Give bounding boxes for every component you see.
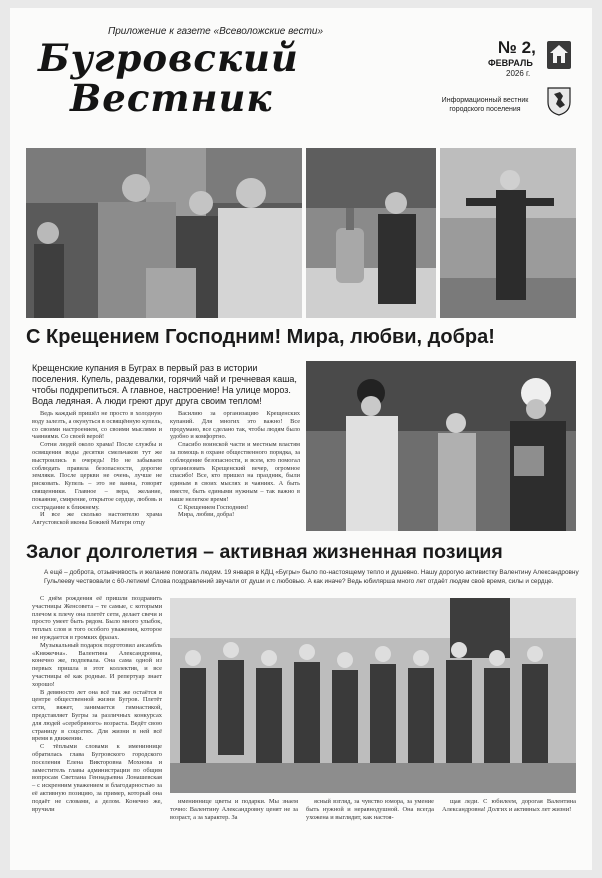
article2-bottom-col2 [306,798,434,821]
article1-col2-para: С Крещением Господним! [178,503,249,511]
article1-column2 [170,410,300,519]
article1-col1-para: Сотни людей около храма! После службы и освящения воды десятки смельчаков тут же выстроились в очередь! Но не забываем соблюдать правила безопасности, дорогие земляки. После церкви не очень, лучше не рисковать. Купель – это не ванна, говорят священники. Главное – вера, желание, покаяние, смирение, открытое сердце, любовь и сострадание к ближнему. [32,441,162,511]
article1-col2-para: Мира, любви, добра! [178,511,235,519]
article1-column1 [32,410,162,527]
issue-year: 2026 г. [506,69,531,78]
masthead-title-line2: Вестник [70,76,273,120]
house-emblem-icon [546,40,572,70]
article2-bottom-para: щая леди. С юбилеем, дорогая Валентина Александровна! Долгих и активных лет жизни! [442,798,576,813]
article2-bottom-col3 [442,798,576,814]
article1-col1-para: Ведь каждый пришёл не просто в холодную воду залезть, а окунуться в освящённую купель, со своими настроением, со своими мыслями и чаяниями. Со своей верой! [32,410,162,441]
coat-of-arms-icon [546,86,572,116]
samovar-photo [306,148,436,318]
supplement-note: Приложение к газете «Всеволожские вести» [108,26,324,37]
article2-col1-para: Музыкальный подарок подготовил ансамбль «Княжечна». Валентина Александровна, конечно же, подпевала. Она сама одной из первых пришла в этот коллектив, и все участницы её как родные. И репертуар знает хорошо! [32,641,162,688]
women-council-group-photo [170,598,576,793]
article2-col1-para: В девяносто лет она всё так же остаётся в центре общественной жизни Бугров. Плетёт сети, вяжет, занимается гимнастикой, представляет Бугры за различных конкурсах для людей «серебряного» возраста. Ведёт свою страницу в соцсетях. Для жизни в ней всё время в движении. [32,688,162,743]
article2-bottom-para: ясный взгляд, за чувство юмора, за умение быть нужной и неравнодушной. Она всегда ухожена и выглядит, как настоя- [306,798,434,821]
issue-month: ФЕВРАЛЬ [488,58,533,68]
article2-subhead: А ещё – доброта, отзывчивость и желание помогать людям. 19 января в КДЦ «Бугры» было по-настоящему тепло и душевно. Нашу дорогую активистку Валентину Александровну Гульлееву чествовали с 60-летием! Слова поздравлений звучали от души и с любовью. А как иначе? Ведь юбилярша много лет отдаёт людям своё время, силы и сердце. [44,569,579,585]
article1-col2-para: Василию за организацию Крещенских купаний. Для многих это важно! Все продумано, все сделано так, чтобы людям было удобно и комфортно. [170,410,300,441]
masthead-title-line1: Бугровский [38,36,299,80]
swimmer-photo [440,148,576,318]
article2-col1-para: С тёплыми словами к имениннице обратилась глава Бугровского городского поселения Елена Викторовна Мохнова и заместитель главы администрации по общим вопросам Светлана Геннадьевна Лонашевская – с искренним уважением и благодарностью за её активную позицию, за пример, который она подаёт не словами, а делом. Конечно же, вручили [32,743,162,813]
article2-bottom-para: имениннице цветы и подарки. Мы знаем точно: Валентину Александровну ценят не за возраст, а за характер. За [170,798,298,821]
article2-col1-para: С днём рождения её пришли поздравить участницы Женсовета – те самые, с которыми плечом к плечу она плетёт сети, делает свечи и просто умеет быть рядом. Было много улыбок, теплых слов и того особого уважения, которое не нуждается в громких фразах. [32,595,162,641]
article1-col2-para: Спасибо воинской части и местным властям за помощь в охране общественного порядка, за соблюдение безопасности, и всем, кто помогал организовать Крещенский вечер, огромное спасибо! Все, кто пришел на праздник, были единым в своих мыслях и чаяниях. А быть вместе, быть едиными нужным – так важно в наше нелегкое время! [170,441,300,503]
article1-headline: С Крещением Господним! Мира, любви, добра! [26,326,495,348]
folk-celebration-photo [306,361,576,531]
article1-col1-para: И все же сколько настоятелю храма Августовской иконы Божией Матери отцу [32,511,162,527]
issue-number: № 2, [498,38,536,57]
article2-headline: Залог долголетия – активная жизненная позиция [26,541,503,563]
group-baptism-priest-photo [26,148,302,318]
article2-column1 [32,595,162,813]
masthead-info: Информационный вестник городского поселения [441,97,529,113]
newspaper-page [10,8,592,870]
article1-lead: Крещенские купания в Буграх в первый раз в истории поселения. Купель, раздевалки, горячий чай и гречневая каша, чтобы подкрепиться. А главное, настроение! На улице мороз. Вода ледяная. А люди греют друг друга своим теплом! [32,363,297,406]
article2-bottom-col1 [170,798,298,821]
